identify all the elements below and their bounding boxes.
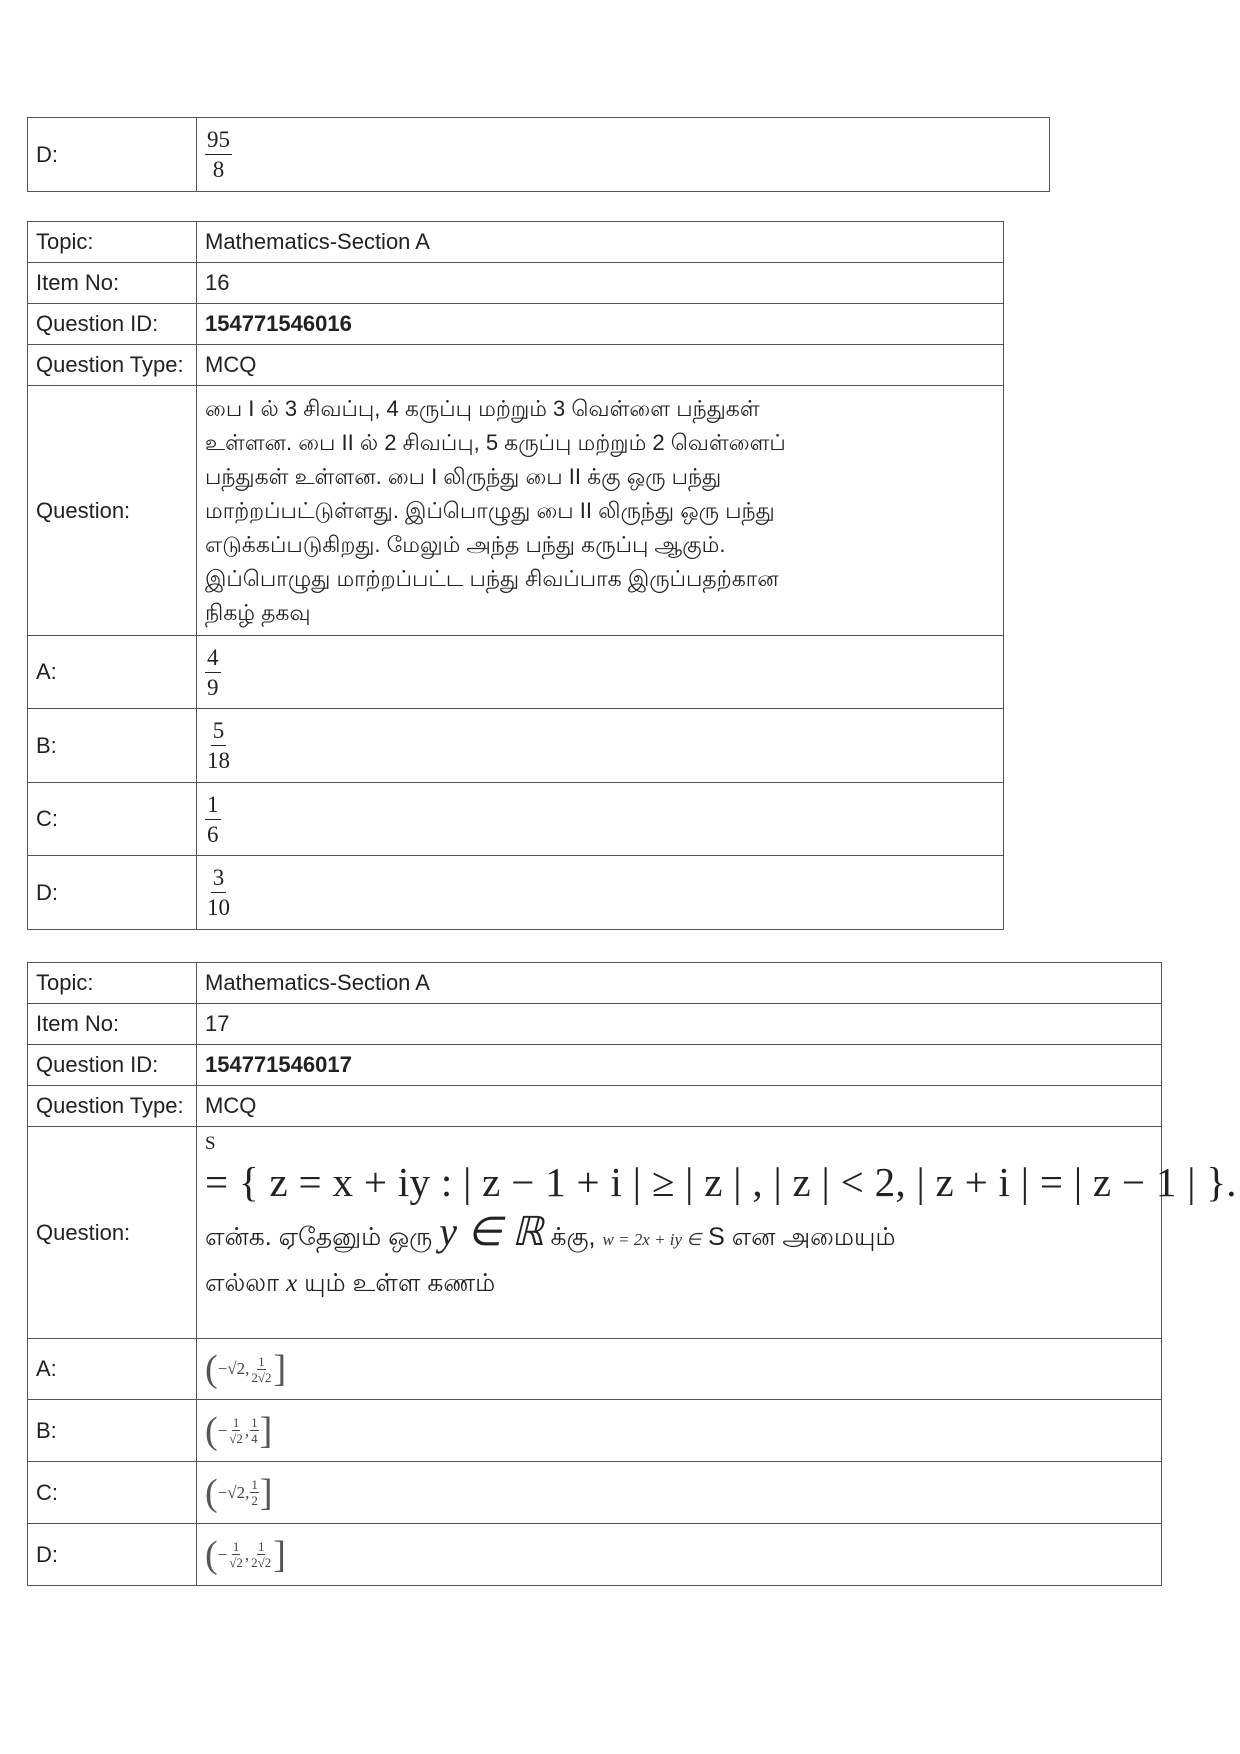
- question-text: [197, 1127, 1237, 1339]
- question-line: உள்ளன. பை II ல் 2 சிவப்பு, 5 கருப்பு மற்றும் 2 வெள்ளைப்: [205, 429, 786, 455]
- question-line: மாற்றப்பட்டுள்ளது. இப்பொழுது பை II லிருந்து ஒரு பந்து: [205, 497, 775, 523]
- option-c-value: [197, 1462, 1162, 1524]
- fraction: $\frac{95}{8}$: [207, 127, 230, 182]
- question-label: Question:: [28, 1127, 197, 1339]
- fraction: $\frac{5}{18}$: [207, 718, 230, 773]
- option-a-value: [197, 636, 1004, 709]
- option-a-value: [197, 1339, 1162, 1400]
- topic-value: Mathematics-Section A: [197, 963, 1162, 1004]
- option-b-label: B:: [28, 709, 197, 783]
- question-type-value: MCQ: [197, 1086, 1162, 1127]
- option-d-value: [197, 856, 1004, 930]
- option-label: D:: [28, 118, 197, 192]
- option-b-value: [197, 709, 1004, 783]
- question-line: பை I ல் 3 சிவப்பு, 4 கருப்பு மற்றும் 3 வெள்ளை பந்துகள்: [205, 395, 760, 421]
- topic-label: Topic:: [28, 222, 197, 263]
- option-c-value: [197, 783, 1004, 856]
- item-no-label: Item No:: [28, 1004, 197, 1045]
- question-line: பந்துகள் உள்ளன. பை I லிருந்து பை II க்கு ஒரு பந்து: [205, 463, 722, 489]
- option-value: [197, 118, 1050, 192]
- question-id-value: 154771546016: [197, 304, 1004, 345]
- question-id-label: Question ID:: [28, 304, 197, 345]
- option-c-label: C:: [28, 1462, 197, 1524]
- option-d-value: [197, 1524, 1162, 1586]
- question-text: [197, 386, 1004, 636]
- fraction: $\frac{4}{9}$: [207, 644, 219, 700]
- question-id-value: 154771546017: [197, 1045, 1162, 1086]
- option-a-label: A:: [28, 1339, 197, 1400]
- option-d-label: D:: [28, 856, 197, 930]
- item-no-value: 16: [197, 263, 1004, 304]
- question-type-value: MCQ: [197, 345, 1004, 386]
- question-type-label: Question Type:: [28, 1086, 197, 1127]
- option-d-label: D:: [28, 1524, 197, 1586]
- question-16-table: [27, 221, 1004, 930]
- set-name: S: [205, 1133, 216, 1154]
- topic-label: Topic:: [28, 963, 197, 1004]
- item-no-value: 17: [197, 1004, 1162, 1045]
- question-id-label: Question ID:: [28, 1045, 197, 1086]
- set-definition: = { z = x + iy : | z − 1 + i | ≥ | z | , | z | < 2, | z + i | = | z − 1 | }.: [205, 1159, 1237, 1205]
- question-type-label: Question Type:: [28, 345, 197, 386]
- interval: ( − $\frac{1}{√2}$ , $\frac{1}{4}$ ]: [205, 1409, 273, 1452]
- question-line: நிகழ் தகவு: [205, 599, 311, 625]
- interval: ( −√2 , $\frac{1}{2}$ ]: [205, 1471, 273, 1514]
- item-no-label: Item No:: [28, 263, 197, 304]
- option-a-label: A:: [28, 636, 197, 709]
- question-label: Question:: [28, 386, 197, 636]
- fraction: $\frac{1}{6}$: [207, 791, 219, 847]
- question-line: என்க. ஏதேனும் ஒரு y ∈ ℝ க்கு, w = 2x + iy ∈ S என அமையும்: [205, 1209, 896, 1254]
- fraction: $\frac{3}{10}$: [207, 865, 230, 920]
- option-b-label: B:: [28, 1400, 197, 1462]
- option-b-value: [197, 1400, 1162, 1462]
- interval: ( −√2 , $\frac{1}{2√2}$ ]: [205, 1348, 287, 1390]
- option-c-label: C:: [28, 783, 197, 856]
- prev-question-table: [27, 117, 1050, 192]
- question-line: எல்லா x யும் உள்ள கணம்: [205, 1269, 496, 1297]
- question-17-table: [27, 962, 1237, 1586]
- question-line: எடுக்கப்படுகிறது. மேலும் அந்த பந்து கருப்பு ஆகும்.: [205, 531, 726, 557]
- question-line: இப்பொழுது மாற்றப்பட்ட பந்து சிவப்பாக இருப்பதற்கான: [205, 565, 779, 591]
- interval: ( − $\frac{1}{√2}$ , $\frac{1}{2√2}$ ]: [205, 1533, 286, 1576]
- topic-value: Mathematics-Section A: [197, 222, 1004, 263]
